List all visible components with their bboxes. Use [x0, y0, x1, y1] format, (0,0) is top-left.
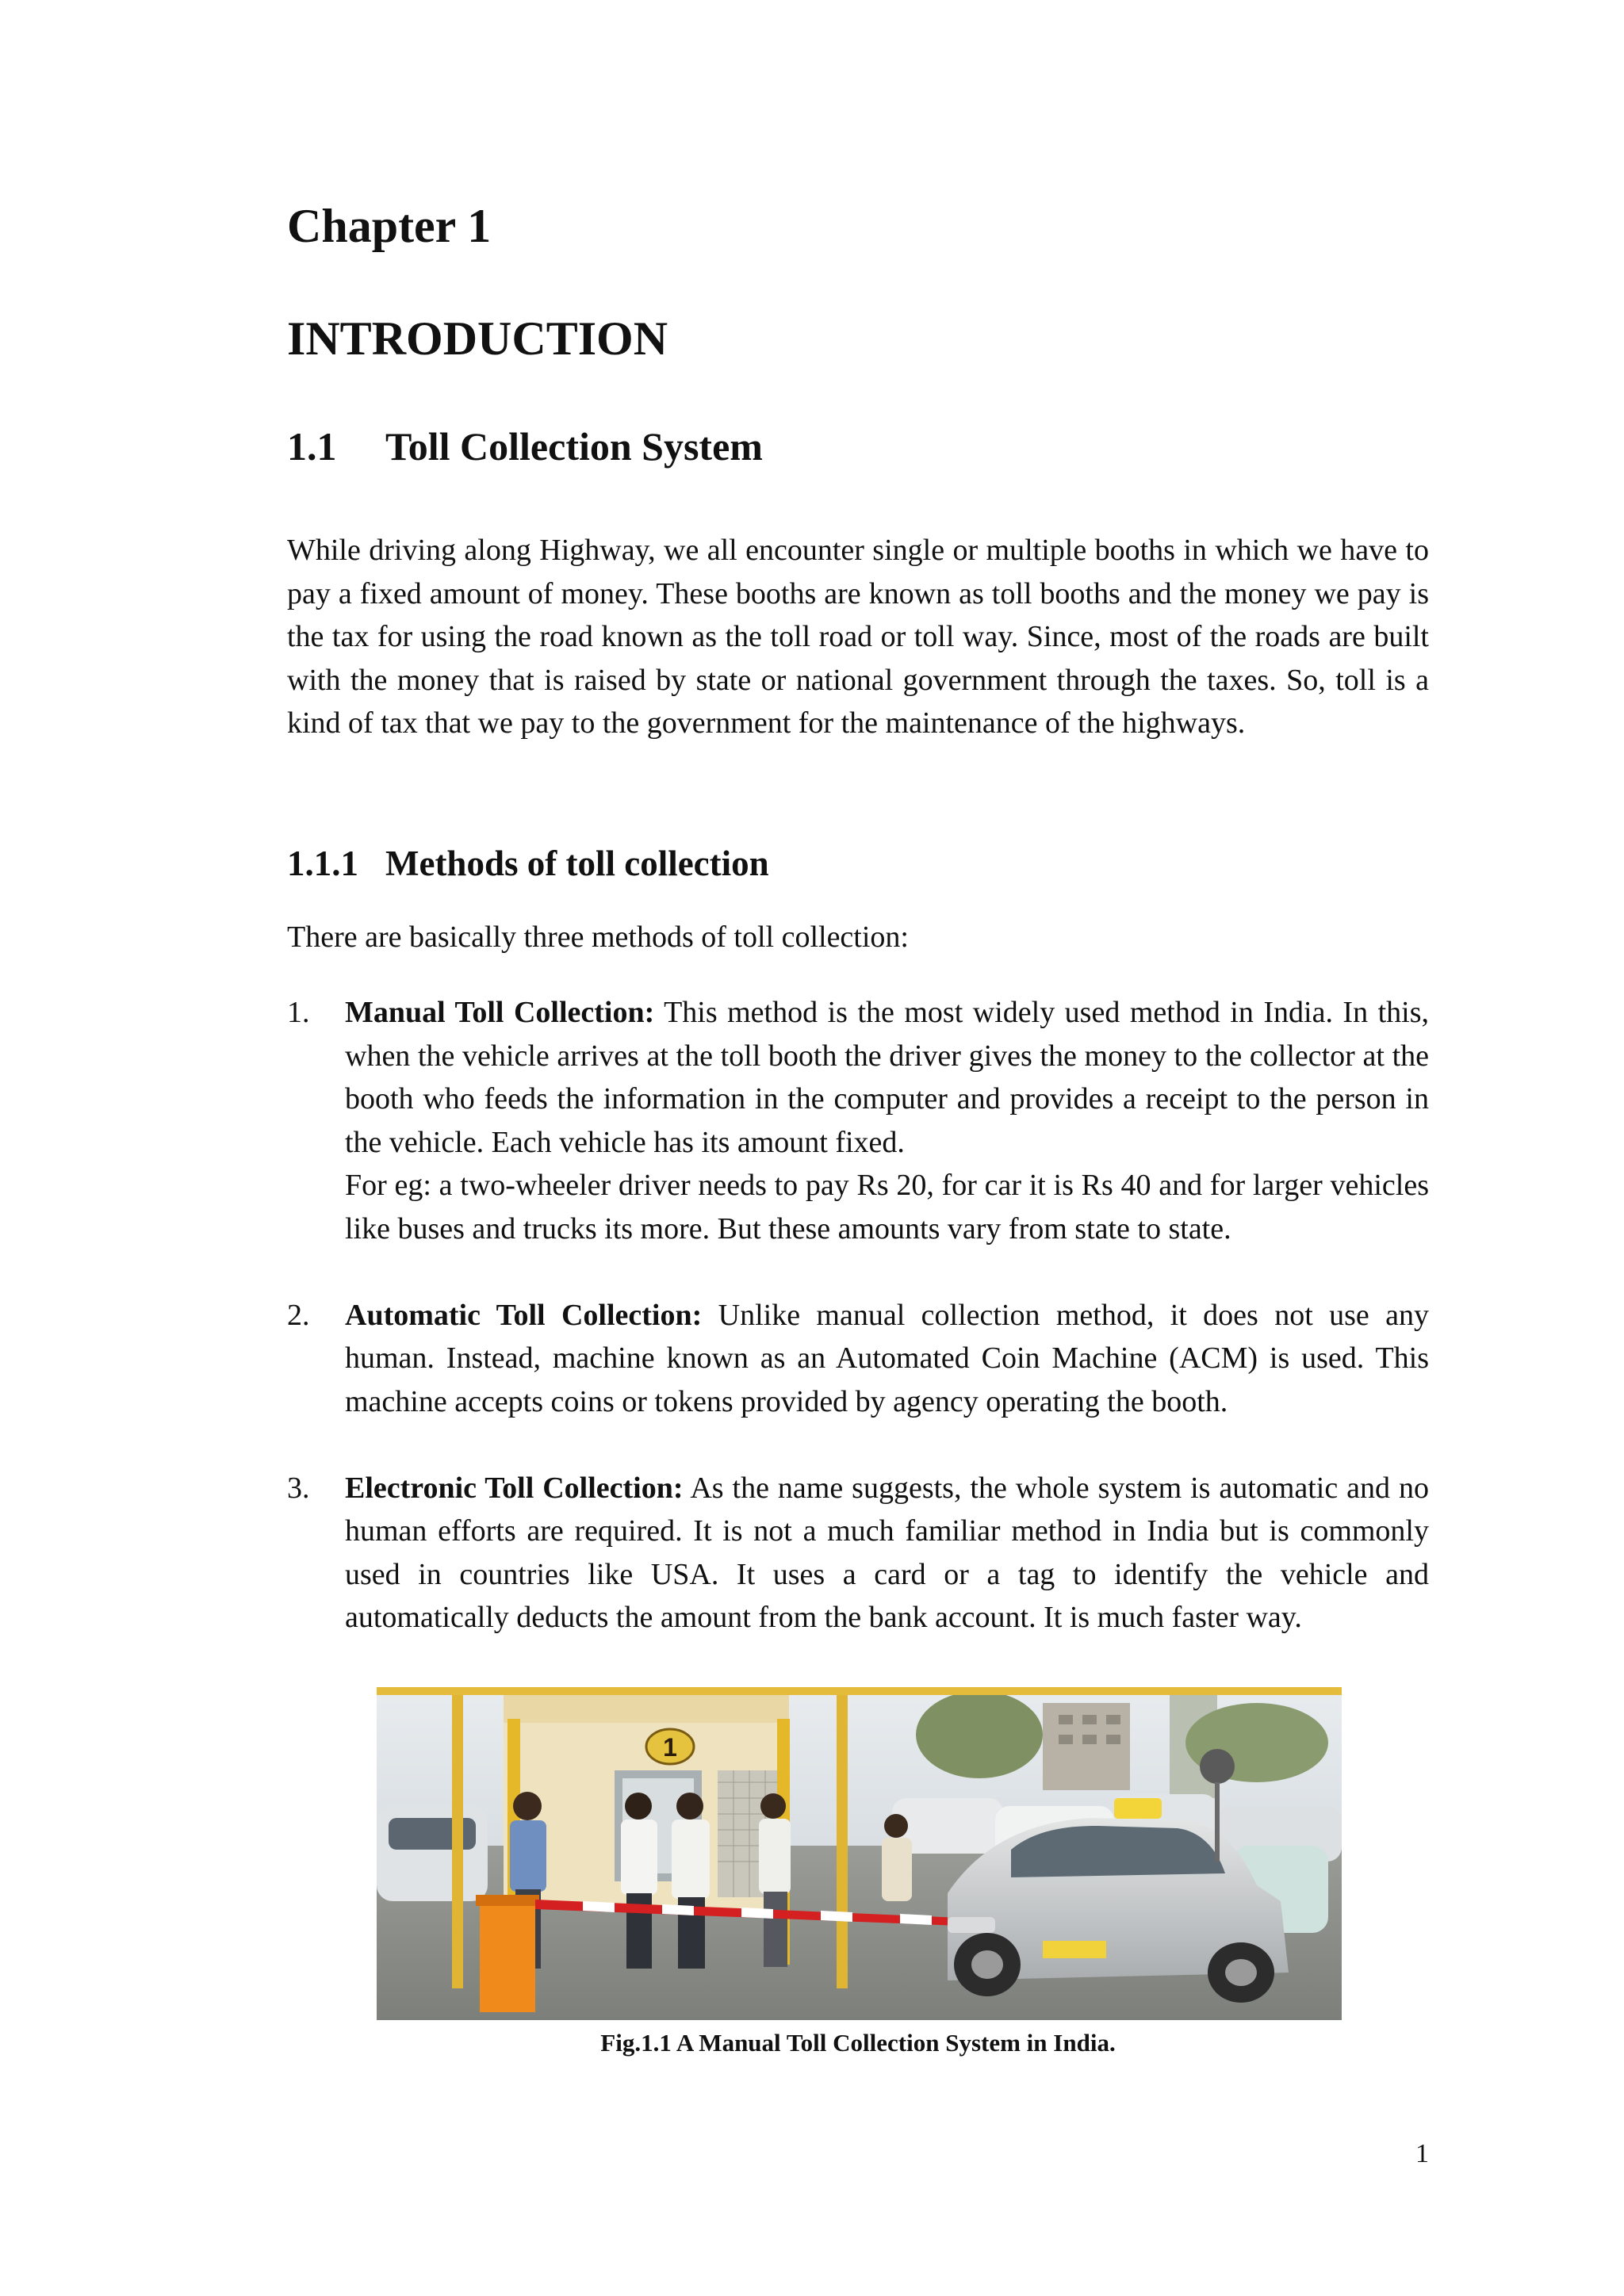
method-term: Automatic Toll Collection: — [345, 1298, 703, 1332]
section-heading — [287, 419, 763, 474]
method-text: This method is the most widely used method in India. In this, when the vehicle arrives at the toll booth the driver gives the money to the collector at the booth who feeds the information in the computer and provides a receipt to the person in the vehicle. Each vehicle has its amount fixed. — [345, 996, 1429, 1159]
method-text: Unlike manual collection method, it does not use any human. Instead, machine known as an Automated Coin Machine (ACM) is used. This machine accepts coins or tokens provided by agency operating the booth. — [345, 1298, 1429, 1418]
list-marker: 3. — [287, 1471, 310, 1505]
subsection-number: 1.1.1 — [287, 844, 358, 883]
subsection-heading — [287, 836, 769, 890]
toll-booth-illustration — [377, 1687, 1342, 2020]
list-item — [287, 1294, 1429, 1424]
methods-list — [287, 991, 1429, 1682]
subsection-title: Methods of toll collection — [385, 844, 769, 883]
section-number: 1.1 — [287, 424, 337, 469]
section-title: Toll Collection System — [385, 424, 763, 469]
method-term: Electronic Toll Collection: — [345, 1471, 684, 1505]
method-term: Manual Toll Collection: — [345, 996, 655, 1029]
toll-booth-photo — [377, 1687, 1342, 2020]
method-example: For eg: a two-wheeler driver needs to pay Rs 20, for car it is Rs 40 and for larger vehicles like buses and trucks its more. But these amounts vary from state to state. — [345, 1169, 1429, 1246]
list-item — [287, 991, 1429, 1250]
chapter-title: INTRODUCTION — [287, 312, 668, 365]
list-marker: 1. — [287, 996, 310, 1029]
list-item — [287, 1467, 1429, 1640]
intro-paragraph: While driving along Highway, we all encounter single or multiple booths in which we have to pay a fixed amount of money. These booths are known as toll booths and the money we pay is the tax for using the road known as the toll road or toll way. Since, most of the roads are built with the money that is raised by state or national government through the taxes. So, toll is a kind of tax that we pay to the government for the maintenance of the highways. — [287, 534, 1429, 740]
method-text: As the name suggests, the whole system is automatic and no human efforts are required. It is not a much familiar method in India but is commonly used in countries like USA. It uses a card or a tag to identify the vehicle and automatically deducts the amount from the bank account. It is much faster way. — [345, 1471, 1429, 1634]
page-number: 1 — [1415, 2139, 1429, 2168]
list-marker: 2. — [287, 1298, 310, 1332]
methods-lead: There are basically three methods of toll collection: — [287, 920, 909, 954]
chapter-label: Chapter 1 — [287, 200, 492, 252]
figure-caption: Fig.1.1 A Manual Toll Collection System in India. — [600, 2029, 1116, 2057]
booth-number: 1 — [663, 1733, 677, 1762]
